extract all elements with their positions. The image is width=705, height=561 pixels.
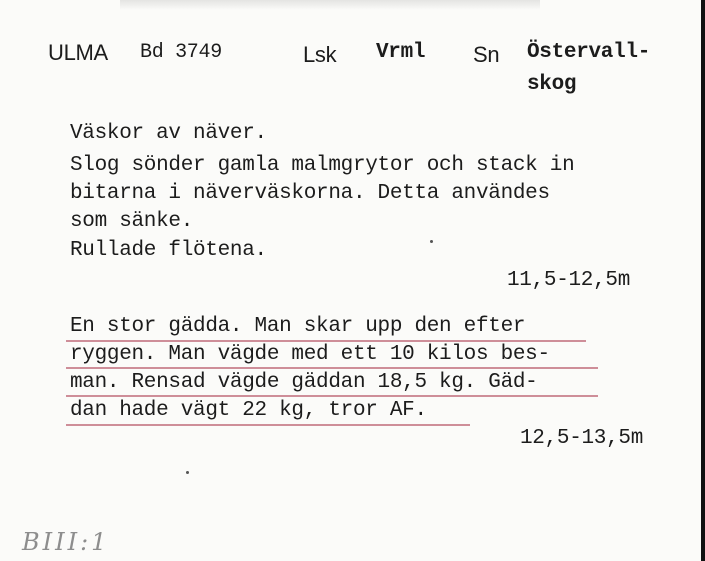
section1-line-5: Rullade flötena. <box>70 239 267 262</box>
section1-line-2: Slog sönder gamla malmgrytor och stack in <box>70 154 575 177</box>
section2-line-3: man. Rensad vägde gäddan 18,5 kg. Gäd- <box>70 371 538 394</box>
parish-value-line1: Östervall- <box>527 41 651 64</box>
parish-label: Sn <box>473 42 500 67</box>
handwritten-note: BIII:1 <box>22 528 110 556</box>
red-underline-4 <box>66 424 470 426</box>
section2-reference: 12,5-13,5m <box>520 427 644 450</box>
red-underline-2 <box>66 367 598 369</box>
archive-name: ULMA <box>48 40 108 65</box>
section1-reference: 11,5-12,5m <box>507 269 631 292</box>
section2-line-1: En stor gädda. Man skar upp den efter <box>70 315 526 338</box>
red-underline-3 <box>66 395 598 397</box>
parish-value-line2: skog <box>527 73 577 96</box>
province-value: Vrml <box>376 41 426 64</box>
section2-line-4: dan hade vägt 22 kg, tror AF. <box>70 399 427 422</box>
province-label: Lsk <box>303 42 337 67</box>
section1-line-1: Väskor av näver. <box>70 122 267 145</box>
dust-speck <box>186 471 189 474</box>
dust-speck <box>430 240 433 243</box>
section1-line-4: som sänke. <box>70 210 194 233</box>
section2-line-2: ryggen. Man vägde med ett 10 kilos bes- <box>70 343 550 366</box>
card-edge <box>701 0 705 561</box>
scan-shadow <box>120 0 540 10</box>
record-number: Bd 3749 <box>140 41 222 64</box>
section1-line-3: bitarna i näverväskorna. Detta användes <box>70 182 550 205</box>
